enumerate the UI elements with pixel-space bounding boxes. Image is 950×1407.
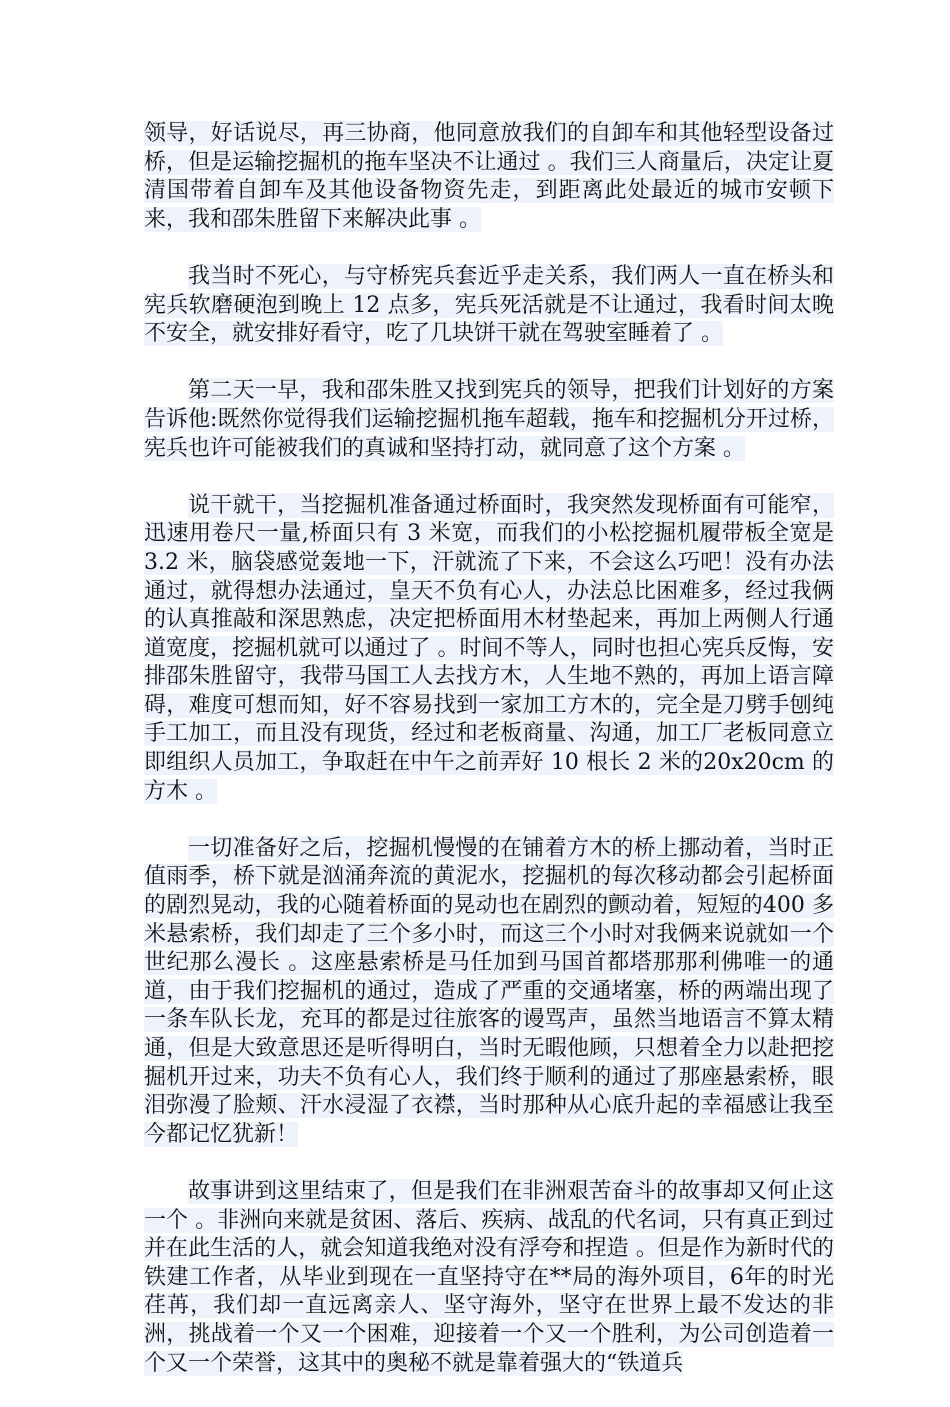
paragraph-3-text: 第二天一早，我和邵朱胜又找到宪兵的领导，把我们计划好的方案告诉他:既然你觉得我们运输挖掘机拖车超载，拖车和挖掘机分开过桥，宪兵也许可能被我们的真诚和坚持打动，就同意了这个方案 。 [144, 378, 834, 461]
paragraph-3 [144, 377, 834, 463]
document-body [144, 120, 834, 1407]
paragraph-4-text: 说干就干，当挖掘机准备通过桥面时，我突然发现桥面有可能窄，迅速用卷尺一量,桥面只有 3 米宽，而我们的小松挖掘机履带板全宽是 3.2 米，脑袋感觉轰地一下，汗就流了下来，不会这么巧吧！没有办法通过，就得想办法通过，皇天不负有心人，办法总比困难多，经过我俩的认真推敲和深思熟虑，决定把桥面用木材垫起来，再加上两侧人行通道宽度，挖掘机就可以通过了 。时间不等人，同时也担心宪兵反悔，安排邵朱胜留守，我带马国工人去找方木，人生地不熟的，再加上语言障碍，难度可想而知，好不容易找到一家加工方木的，完全是刀劈手刨纯手工加工，而且没有现货，经过和老板商量、沟通，加工厂老板同意立即组织人员加工，争取赶在中午之前弄好 10 根长 2 米的20x20cm 的方木 。 [144, 492, 834, 804]
paragraph-5 [144, 835, 834, 1150]
paragraph-5-text: 一切准备好之后，挖掘机慢慢的在铺着方木的桥上挪动着，当时正值雨季，桥下就是汹涌奔流的黄泥水，挖掘机的每次移动都会引起桥面的剧烈晃动，我的心随着桥面的晃动也在剧烈的颤动着，短短的400 多米悬索桥，我们却走了三个多小时，而这三个小时对我俩来说就如一个世纪那么漫长 。这座悬索桥是马任加到马国首都塔那那利佛唯一的通道，由于我们挖掘机的通过，造成了严重的交通堵塞，桥的两端出现了一条车队长龙，充耳的都是过往旅客的谩骂声，虽然当地语言不算太精通，但是大致意思还是听得明白，当时无暇他顾，只想着全力以赴把挖掘机开过来，功夫不负有心人，我们终于顺利的通过了那座悬索桥，眼泪弥漫了脸颊、汗水浸湿了衣襟，当时那种从心底升起的幸福感让我至今都记忆犹新！ [144, 835, 834, 1147]
paragraph-1-text: 领导，好话说尽，再三协商，他同意放我们的自卸车和其他轻型设备过桥，但是运输挖掘机的拖车坚决不让通过 。我们三人商量后，决定让夏清国带着自卸车及其他设备物资先走，到距离此处最近的城市安顿下来，我和邵朱胜留下来解决此事 。 [144, 121, 834, 232]
paragraph-6 [144, 1178, 834, 1378]
paragraph-1 [144, 120, 834, 234]
paragraph-6-text: 故事讲到这里结束了，但是我们在非洲艰苦奋斗的故事却又何止这一个 。非洲向来就是贫困、落后、疾病、战乱的代名词，只有真正到过并在此生活的人，就会知道我绝对没有浮夸和捏造 。但是作为新时代的铁建工作者，从毕业到现在一直坚持守在**局的海外项目，6年的时光荏苒，我们却一直远离亲人、坚守海外，坚守在世界上最不发达的非洲，挑战着一个又一个困难，迎接着一个又一个胜利，为公司创造着一个又一个荣誉，这其中的奥秘不就是靠着强大的“铁道兵 [144, 1178, 834, 1376]
paragraph-4 [144, 492, 834, 807]
paragraph-2-text: 我当时不死心，与守桥宪兵套近乎走关系，我们两人一直在桥头和宪兵软磨硬泡到晚上 12 点多，宪兵死活就是不让通过，我看时间太晚不安全，就安排好看守，吃了几块饼干就在驾驶室睡着了 。 [144, 263, 834, 347]
paragraph-2 [144, 263, 834, 349]
